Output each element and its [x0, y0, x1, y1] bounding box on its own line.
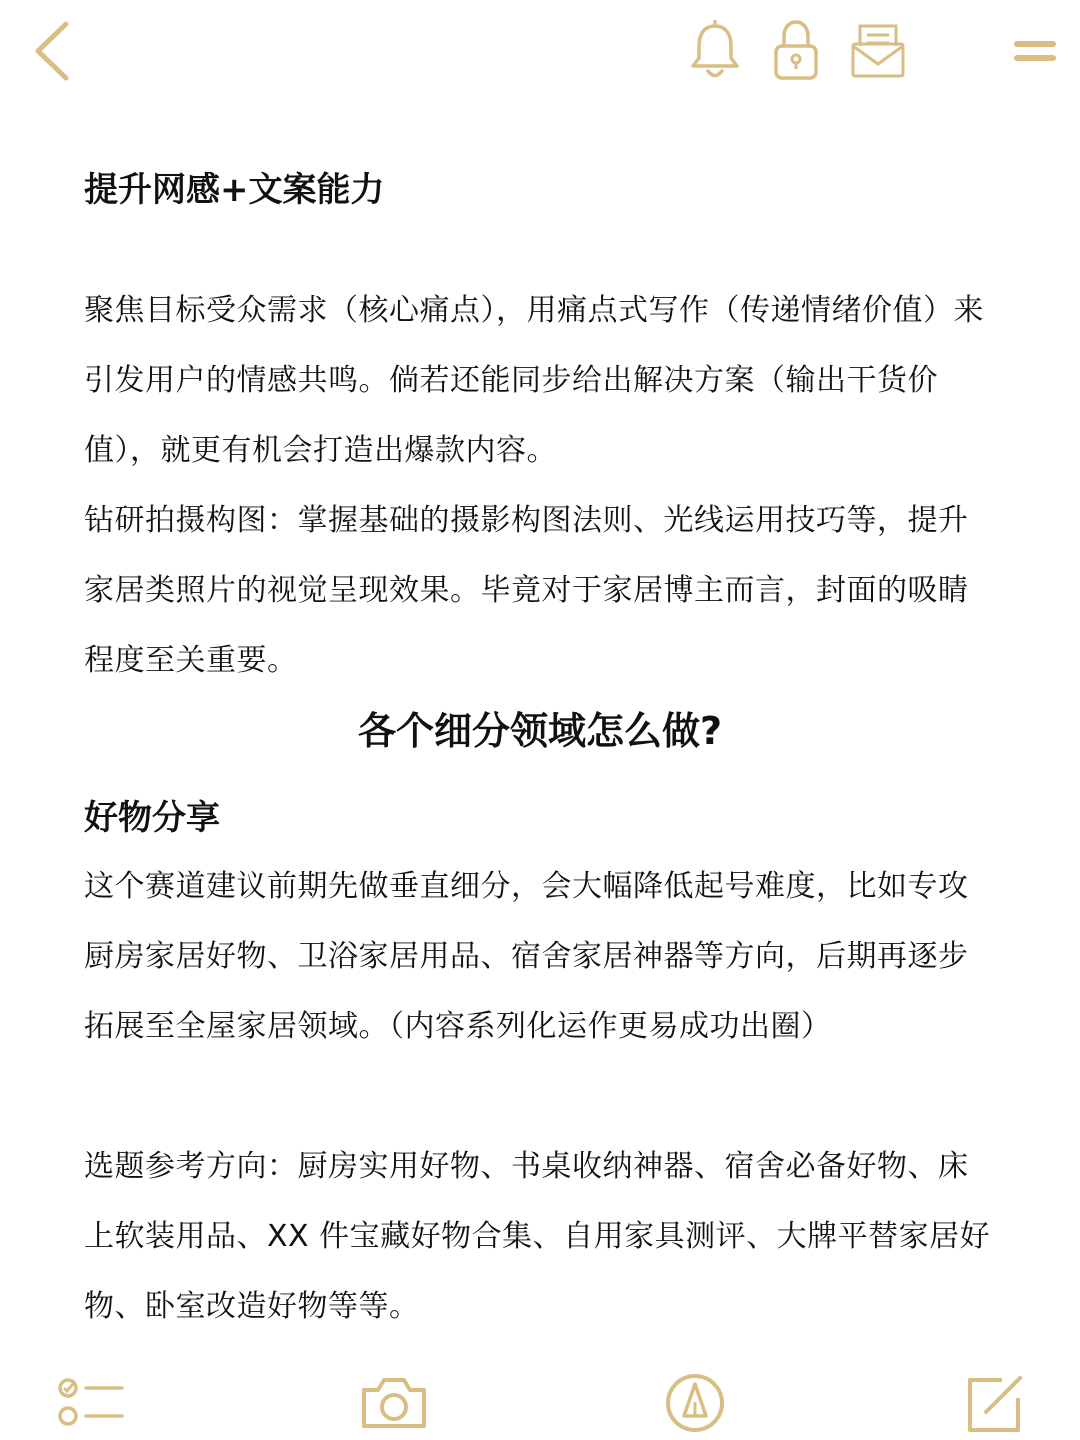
- section-title-niches: 各个细分领域怎么做?: [357, 709, 723, 753]
- lock-icon[interactable]: [772, 18, 820, 82]
- bell-icon[interactable]: [688, 20, 742, 82]
- edit-icon[interactable]: [962, 1372, 1028, 1436]
- paragraph-pain-points: 聚焦目标受众需求（核心痛点），用痛点式写作（传递情绪价值）来引发用户的情感共鸣。倘若还能同步给出解决方案（输出干货价值），就更有机会打造出爆款内容。: [84, 293, 984, 468]
- pen-icon[interactable]: [664, 1372, 726, 1434]
- checklist-icon[interactable]: [56, 1376, 128, 1428]
- menu-icon[interactable]: [1014, 38, 1056, 64]
- paragraph-photography: 钻研拍摄构图：掌握基础的摄影构图法则、光线运用技巧等，提升家居类照片的视觉呈现效果。毕竟对于家居博主而言，封面的吸睛程度至关重要。: [84, 503, 969, 678]
- paragraph-topic-directions: 选题参考方向：厨房实用好物、书桌收纳神器、宿舍必备好物、床上软装用品、XX 件宝藏好物合集、自用家具测评、大牌平替家居好物、卧室改造好物等等。: [84, 1149, 991, 1324]
- camera-icon[interactable]: [358, 1374, 430, 1430]
- mail-icon[interactable]: [850, 22, 906, 80]
- section-title-copywriting: 提升网感+文案能力: [84, 170, 385, 210]
- top-toolbar: [0, 0, 1080, 110]
- bottom-toolbar: [0, 1360, 1080, 1440]
- paragraph-vertical-niche: 这个赛道建议前期先做垂直细分，会大幅降低起号难度，比如专攻厨房家居好物、卫浴家居用品、宿舍家居神器等方向，后期再逐步拓展至全屋家居领域。（内容系列化运作更易成功出圈）: [84, 869, 969, 1044]
- article-body: [84, 160, 996, 1342]
- back-chevron-icon[interactable]: [30, 18, 74, 84]
- section-title-goods-sharing: 好物分享: [84, 798, 220, 838]
